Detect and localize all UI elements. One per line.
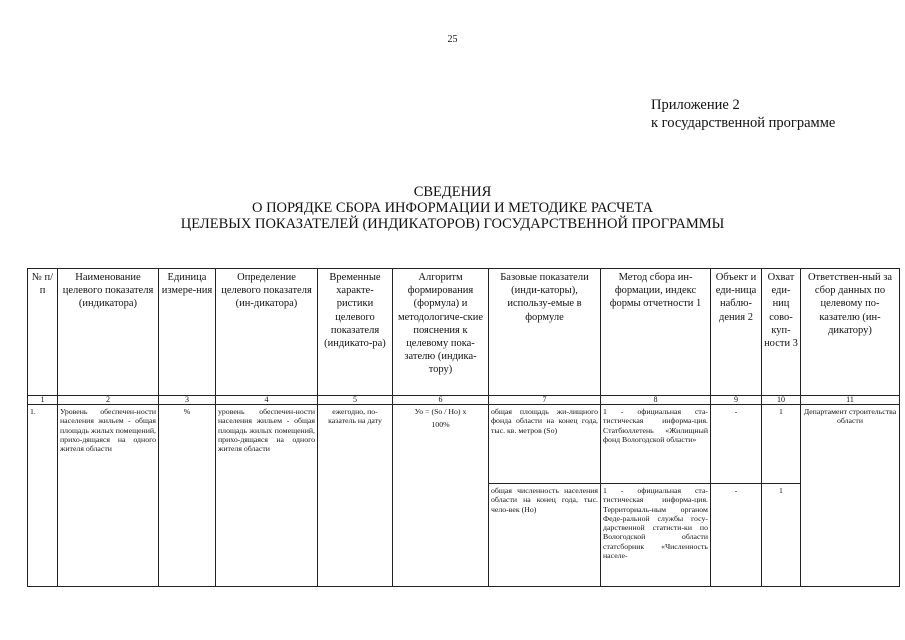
document-title xyxy=(0,184,905,232)
header-cell: Определение целевого показателя (ин-дикатора) xyxy=(216,269,318,396)
appendix-note xyxy=(651,96,835,132)
base-indicator: общая площадь жи-лищного фонда области на конец года, тыс. кв. метров (Sо) xyxy=(489,405,601,484)
appendix-line-1: Приложение 2 xyxy=(651,97,740,113)
column-number: 11 xyxy=(801,396,900,405)
row-number: 1. xyxy=(28,405,58,484)
header-cell: Охват еди-ниц сово-куп-ности 3 xyxy=(762,269,801,396)
base-indicator: общая численность населения области на конец года, тыс. чело-век (Но) xyxy=(489,484,601,587)
header-cell: Ответствен-ный за сбор данных по целевому по-казателю (ин-дикатору) xyxy=(801,269,900,396)
page-number: 25 xyxy=(447,34,458,45)
table-row xyxy=(28,484,900,587)
title-line-3: ЦЕЛЕВЫХ ПОКАЗАТЕЛЕЙ (ИНДИКАТОРОВ) ГОСУДАРСТВЕННОЙ ПРОГРАММЫ xyxy=(180,216,725,232)
column-number: 8 xyxy=(601,396,711,405)
indicators-table xyxy=(27,268,900,587)
header-cell: Базовые показатели (инди-каторы), использу-емые в формуле xyxy=(489,269,601,396)
column-number-row xyxy=(28,396,900,405)
collection-method: 1 - официальная ста-тистическая информа-ция. Территориаль-ным органом Феде-ральной службы госу-дарственной статисти-ки по Вологодской области статсборник «Численность населе- xyxy=(601,484,711,587)
header-cell: Алгоритм формирования (формула) и методологиче-ские пояснения к целевому пока-зателю (индика-тору) xyxy=(393,269,489,396)
empty-cell xyxy=(801,484,900,587)
column-number: 2 xyxy=(58,396,159,405)
column-number: 10 xyxy=(762,396,801,405)
formula-line-2: 100% xyxy=(431,420,450,430)
title-line-2: О ПОРЯДКЕ СБОРА ИНФОРМАЦИИ И МЕТОДИКЕ РАСЧЕТА xyxy=(251,200,654,216)
coverage: 1 xyxy=(762,484,801,587)
column-number: 5 xyxy=(318,396,393,405)
observation-object: - xyxy=(711,405,762,484)
title-line-1: СВЕДЕНИЯ xyxy=(413,184,492,200)
empty-cell xyxy=(393,484,489,587)
coverage: 1 xyxy=(762,405,801,484)
column-number: 7 xyxy=(489,396,601,405)
header-cell: Объект и еди-ница наблю-дения 2 xyxy=(711,269,762,396)
column-number: 3 xyxy=(159,396,216,405)
indicator-timing: ежегодно, по-казатель на дату xyxy=(318,405,393,484)
empty-cell xyxy=(318,484,393,587)
table-header-row xyxy=(28,269,900,396)
empty-cell xyxy=(58,484,159,587)
column-number: 1 xyxy=(28,396,58,405)
indicator-definition: уровень обеспечен-ности населения жильем - общая площадь жилых помещений, прихо-дящаяся на одного жителя области xyxy=(216,405,318,484)
header-cell: Временные характе-ристики целевого показателя (индикато-ра) xyxy=(318,269,393,396)
indicator-unit: % xyxy=(159,405,216,484)
indicator-formula xyxy=(393,405,489,484)
header-cell: Единица измере-ния xyxy=(159,269,216,396)
empty-cell xyxy=(28,484,58,587)
formula-line-1: Уо = (Sо / Но) х xyxy=(414,407,467,416)
collection-method: 1 - официальная ста-тистическая информа-ция. Статбюллетень «Жилищный фонд Вологодской области» xyxy=(601,405,711,484)
header-cell: № п/п xyxy=(28,269,58,396)
appendix-line-2: к государственной программе xyxy=(651,115,836,131)
column-number: 9 xyxy=(711,396,762,405)
observation-object: - xyxy=(711,484,762,587)
column-number: 6 xyxy=(393,396,489,405)
column-number: 4 xyxy=(216,396,318,405)
empty-cell xyxy=(216,484,318,587)
responsible-party: Департамент строительства области xyxy=(801,405,900,484)
empty-cell xyxy=(159,484,216,587)
header-cell: Метод сбора ин-формации, индекс формы отчетности 1 xyxy=(601,269,711,396)
table-row xyxy=(28,405,900,484)
indicator-name: Уровень обеспечен-ности населения жильем - общая площадь жилых помещений, прихо-дящаяся на одного жителя области xyxy=(58,405,159,484)
header-cell: Наименование целевого показателя (индикатора) xyxy=(58,269,159,396)
